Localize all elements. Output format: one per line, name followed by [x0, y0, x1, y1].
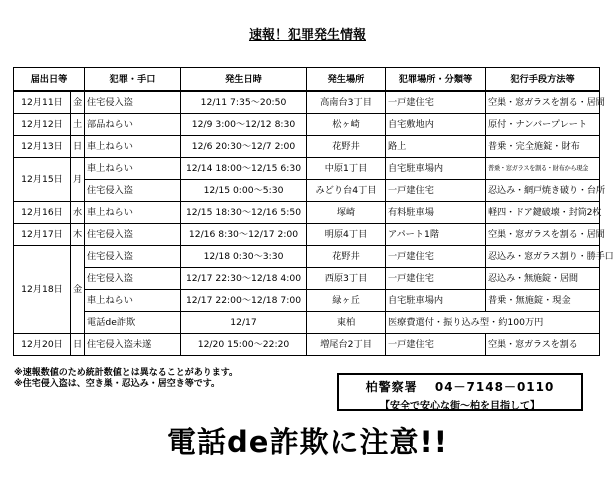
row-time: 12/15 18:30～12/16 5:50: [181, 202, 307, 224]
row-date: 12月13日: [14, 136, 71, 158]
row-place: 西原3丁目: [307, 268, 386, 290]
row-place: 花野井: [307, 136, 386, 158]
row-method: 原付・ナンバープレート: [486, 114, 600, 136]
header-time: 発生日時: [181, 68, 307, 92]
row-method: 軽四・ドア鍵破壊・封筒2枚: [486, 202, 600, 224]
row-date: 12月15日: [14, 158, 71, 202]
row-place: みどり台4丁目: [307, 180, 386, 202]
row-dow: 土: [71, 114, 85, 136]
row-place: 東柏: [307, 312, 386, 334]
row-method: 忍込み・無施錠・居間: [486, 268, 600, 290]
row-time: 12/9 3:00～12/12 8:30: [181, 114, 307, 136]
police-station-name: 柏警察署: [365, 380, 418, 394]
row-category: 一戸建住宅: [386, 246, 486, 268]
row-category: 医療費還付・振り込み型・約100万円: [386, 312, 600, 334]
row-time: 12/11 7:35～20:50: [181, 91, 307, 114]
row-method: 空巣・窓ガラスを割る・居間: [486, 224, 600, 246]
row-dow: 日: [71, 136, 85, 158]
row-category: 一戸建住宅: [386, 180, 486, 202]
row-method: 普乗・窓ガラスを割る・財布から現金: [486, 158, 600, 180]
row-dow: 木: [71, 224, 85, 246]
table-row: [14, 114, 600, 136]
table-row: [14, 312, 600, 334]
row-method: 空巣・窓ガラスを割る・居間: [486, 91, 600, 114]
row-method: 普乗・無施錠・現金: [486, 290, 600, 312]
table-row: [14, 202, 600, 224]
row-category: 自宅駐車場内: [386, 290, 486, 312]
row-date: 12月12日: [14, 114, 71, 136]
row-place: 花野井: [307, 246, 386, 268]
row-type: 住宅侵入盗: [85, 246, 181, 268]
row-type: 部品ねらい: [85, 114, 181, 136]
row-category: 一戸建住宅: [386, 91, 486, 114]
row-dow: 金: [71, 246, 85, 334]
row-time: 12/15 0:00～5:30: [181, 180, 307, 202]
footnote: ※住宅侵入盗は、空き巣・忍込み・居空き等です。: [14, 379, 221, 389]
header-type: 犯罪・手口: [85, 68, 181, 92]
row-time: 12/6 20:30～12/7 2:00: [181, 136, 307, 158]
police-contact-box: [337, 373, 583, 411]
header-method: 犯行手段方法等: [486, 68, 600, 92]
table-row: [14, 334, 600, 356]
row-time: 12/17: [181, 312, 307, 334]
row-type: 住宅侵入盗: [85, 180, 181, 202]
row-dow: 日: [71, 334, 85, 356]
fraud-warning: 電話de詐欺に注意!!: [167, 425, 448, 459]
row-method: 忍込み・網戸焼き破り・台所: [486, 180, 600, 202]
row-type: 車上ねらい: [85, 136, 181, 158]
table-row: [14, 158, 600, 180]
police-slogan: 【安全で安心な街～柏を目指して】: [380, 401, 540, 412]
row-method: 忍込み・窓ガラス割り・勝手口: [486, 246, 600, 268]
row-dow: 金: [71, 91, 85, 114]
row-place: 松ヶ崎: [307, 114, 386, 136]
footnotes: [14, 368, 238, 390]
table-row: [14, 290, 600, 312]
table-row: [14, 136, 600, 158]
row-type: 車上ねらい: [85, 202, 181, 224]
row-category: 自宅駐車場内: [386, 158, 486, 180]
table-row: [14, 91, 600, 114]
table-row: [14, 268, 600, 290]
row-place: 高南台3丁目: [307, 91, 386, 114]
row-category: 一戸建住宅: [386, 268, 486, 290]
row-time: 12/20 15:00～22:20: [181, 334, 307, 356]
row-place: 明原4丁目: [307, 224, 386, 246]
row-type: 電話de詐欺: [85, 312, 181, 334]
row-type: 車上ねらい: [85, 290, 181, 312]
row-place: 増尾台2丁目: [307, 334, 386, 356]
table-header-row: [14, 68, 600, 92]
row-date: 12月11日: [14, 91, 71, 114]
header-date: 届出日等: [14, 68, 85, 92]
footnote: ※速報数値のため統計数値とは異なることがあります。: [14, 368, 239, 378]
table-row: [14, 246, 600, 268]
row-date: 12月18日: [14, 246, 71, 334]
row-category: 路上: [386, 136, 486, 158]
row-time: 12/18 0:30～3:30: [181, 246, 307, 268]
row-method: 普乗・完全施錠・財布: [486, 136, 600, 158]
row-method: 空巣・窓ガラスを割る: [486, 334, 600, 356]
table-row: [14, 180, 600, 202]
row-date: 12月16日: [14, 202, 71, 224]
row-time: 12/16 8:30～12/17 2:00: [181, 224, 307, 246]
row-category: 一戸建住宅: [386, 334, 486, 356]
row-type: 車上ねらい: [85, 158, 181, 180]
row-date: 12月20日: [14, 334, 71, 356]
row-category: 自宅敷地内: [386, 114, 486, 136]
row-place: 中原1丁目: [307, 158, 386, 180]
police-phone: 04－7148－0110: [434, 380, 555, 394]
row-type: 住宅侵入盗: [85, 91, 181, 114]
row-time: 12/17 22:30～12/18 4:00: [181, 268, 307, 290]
row-type: 住宅侵入盗未遂: [85, 334, 181, 356]
page-title: 速報！犯罪発生情報: [248, 28, 366, 43]
header-place: 発生場所: [307, 68, 386, 92]
row-category: 有料駐車場: [386, 202, 486, 224]
table-row: [14, 224, 600, 246]
row-type: 住宅侵入盗: [85, 224, 181, 246]
row-type: 住宅侵入盗: [85, 268, 181, 290]
row-place: 緑ヶ丘: [307, 290, 386, 312]
row-category: アパート1階: [386, 224, 486, 246]
crime-table: [13, 67, 614, 356]
row-date: 12月17日: [14, 224, 71, 246]
row-time: 12/14 18:00～12/15 6:30: [181, 158, 307, 180]
row-dow: 水: [71, 202, 85, 224]
row-dow: 月: [71, 158, 85, 202]
row-time: 12/17 22:00～12/18 7:00: [181, 290, 307, 312]
row-place: 塚崎: [307, 202, 386, 224]
header-category: 犯罪場所・分類等: [386, 68, 486, 92]
